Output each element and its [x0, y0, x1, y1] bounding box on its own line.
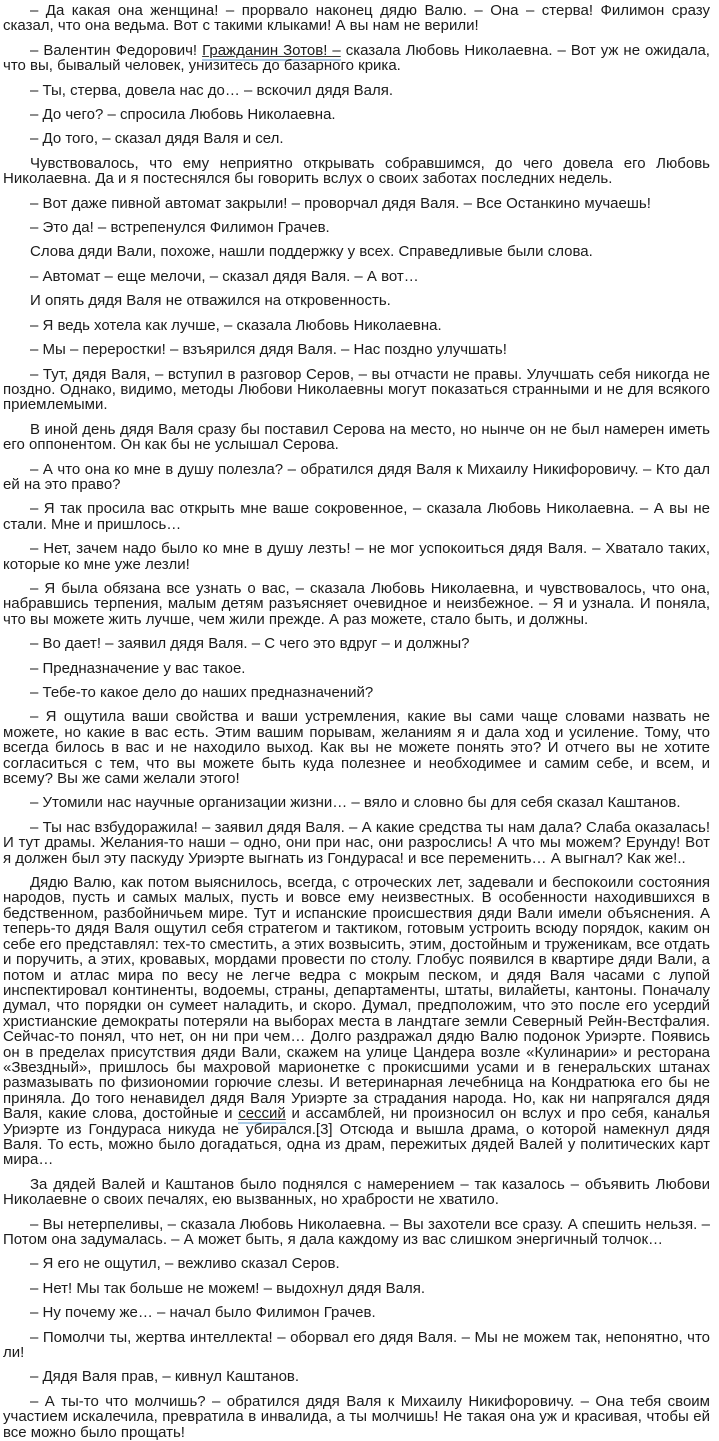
footnote-ref[interactable]: [3] — [315, 1120, 333, 1138]
text-segment: Дядю Валю, как потом выяснилось, всегда, с отроческих лет, задевали и беспокоили состояния народов, пусть и самых малых, пусть и вовсе ему неизвестных. В особенности находившихся в бедственном, разбойничьем мире. Тут и испанские происшествия дяди Вали имели объяснения. А теперь-то дядя Валя ощутил себя стратегом и тактиком, готовым устроить всюду порядок, каким он себе его представлял: тех-то сместить, а этих возвысить, этим, достойным и труженикам, все отдать и поручить, а этих, кровавых, мордами провести по столу. Глобус появился в квартире дяди Вали, а потом и атлас мира по весу не легче ведра с мокрым песком, и дядя Валя часами с лупой инспектировал континенты, водоемы, страны, департаменты, штаты, вилайеты, кантоны. Поначалу думал, что порядки он сумеет наладить, и скоро. Думал, предположим, что это после его усердий христианские демократы потеряли на выборах места в ландтаге земли Северный Рейн-Вестфалия. Сейчас-то понял, что нет, он ни при чем… Долго раздражал дядю Валю подонок Уриэрте. Появись он в пределах присутствия дяди Вали, скажем на улице Цандера возле «Кулинарии» и ресторана «Звездный», пришлось бы махровой марионетке с прокисшими усами и в генеральских штанах размазывать по физиономии горючие слезы. И ветеринарная лечебница на Кондратюка его бы не приняла. До того ненавидел дядя Валя Уриэрте за страдания народа. Но, как ни напрягался дядя Валя, какие слова, достойные и — [3, 874, 715, 1123]
text-segment: – Я так просила вас открыть мне ваше сокровенное, – сказала Любовь Николаевна. – А вы не стали. Мне и пришлось… — [3, 500, 715, 533]
paragraph — [3, 661, 710, 676]
paragraph — [3, 365, 715, 414]
text-segment: – Дядя Валя прав, – кивнул Каштанов. — [30, 1368, 300, 1386]
text-segment: – Во дает! – заявил дядя Валя. – С чего это вдруг – и должны? — [30, 635, 470, 653]
text-segment: – Автомат – еще мелочи, – сказал дядя Валя. – А вот… — [30, 267, 419, 285]
text-segment: – Это да! – встрепенулся Филимон Грачев. — [30, 219, 330, 237]
text-segment: – Тебе-то какое дело до наших предназначений? — [30, 684, 374, 701]
text-segment: – До того, – сказал дядя Валя и сел. — [30, 130, 284, 148]
text-segment: – Нет, зачем надо было ко мне в душу лезть! – не мог успокоиться дядя Валя. – Хватало таких, которые ко мне уже лезли! — [3, 540, 715, 573]
paragraph — [3, 83, 710, 98]
paragraph — [3, 41, 715, 75]
text-segment: И опять дядя Валя не отважился на откровенность. — [30, 292, 391, 310]
text-segment: – Я его не ощутил, – вежливо сказал Серов. — [30, 1255, 340, 1273]
text-segment: – Ну почему же… – начал было Филимон Грачев. — [30, 1304, 376, 1322]
text-segment: – Вы нетерпеливы, – сказала Любовь Николаевна. – Вы захотели все сразу. А спешить нельзя. – Потом она задумалась. – А может быть, я дала каждому из вас слишком энергичный толчок… — [3, 1215, 715, 1248]
paragraph — [3, 2, 715, 35]
paragraph — [3, 154, 715, 188]
paragraph — [3, 1392, 715, 1441]
paragraph — [3, 1256, 710, 1271]
paragraph — [3, 220, 710, 235]
paragraph — [3, 293, 710, 308]
text-segment: – До чего? – спросила Любовь Николаевна. — [30, 106, 336, 124]
paragraph — [3, 244, 710, 259]
text-segment: За дядей Валей и Каштанов было поднялся с намерением – так казалось – объявить Любови Николаевне о своих печалях, ею вызванных, но храбрости не хватило. — [3, 1175, 715, 1209]
paragraph — [3, 500, 715, 533]
text-segment: – А что она ко мне в душу полезла? – обратился дядя Валя к Михаилу Никифоровичу. – Кто дал ей на это право? — [3, 460, 715, 493]
paragraph — [3, 708, 715, 788]
text-segment: сказала Любовь Николаевна. – Вот уж не ожидала, что вы, бывалый человек, унизитесь до базарного крика. — [3, 41, 715, 75]
paragraph — [3, 1215, 715, 1248]
text-segment: – Предназначение у вас такое. — [30, 659, 246, 677]
annotated-link[interactable]: сессий — [238, 1105, 286, 1123]
paragraph — [3, 540, 715, 573]
text-segment: – Помолчи ты, жертва интеллекта! – оборвал его дядя Валя. – Мы не можем так, непонятно, что ли! — [3, 1328, 715, 1362]
text-segment: – Ты нас взбудоражила! – заявил дядя Валя. – А какие средства ты нам дала? Слаба оказалась! И тут драмы. Желания-то наши – одно, они при нас, они разрослись! А что мы можем? Ерунду! Вот я должен был эту паскуду Уриэрте выгнать из Гондураса! и все переменить… А выгнал? Как же!.. — [3, 818, 715, 867]
text-segment: – Я ведь хотела как лучше, – сказала Любовь Николаевна. — [30, 316, 442, 334]
text-segment: – Я была обязана все узнать о вас, – сказала Любовь Николаевна, и чувствовалось, что она, набравшись терпения, малым детям разъясняет очевидное и неизбежное. – Я и узнала. И поняла, что вы можете жить лучше, чем жили прежде. А раз можете, стало быть, и должны. — [3, 579, 715, 628]
paragraph — [3, 1175, 715, 1209]
text-segment: – Тут, дядя Валя, – вступил в разговор Серов, – вы отчасти не правы. Улучшать себя никогда не поздно. Однако, видимо, методы Любови Николаевны могут показаться странными и не для всякого приемлемыми. — [3, 365, 715, 414]
text-segment: – Утомили нас научные организации жизни… – вяло и словно бы для себя сказал Каштанов. — [30, 794, 681, 812]
paragraph — [3, 1369, 710, 1384]
paragraph — [3, 107, 710, 122]
text-segment: Отсюда и вышла драма, о которой намекнул дядя Валя. То есть, можно было догадаться, одна из драм, пережитых дядей Валей у политических карт мира… — [3, 1120, 715, 1169]
text-segment: и ассамблей, ни произносил он вслух и про себя, каналья Уриэрте из Гондураса никуда не убирался. — [3, 1105, 715, 1138]
paragraph — [3, 269, 710, 284]
text-segment: – А ты-то что молчишь? – обратился дядя Валя к Михаилу Никифоровичу. – Она тебя своим участием искалечила, превратила в инвалида, а ты молчишь! Не такая она уж и красивая, чтобы ей все можно было прощать! — [3, 1392, 715, 1441]
text-segment: Чувствовалось, что ему неприятно открывать собравшимся, до чего довела его Любовь Николаевна. Да и я постеснялся бы говорить вслух о своих заботах последних недель. — [3, 154, 715, 188]
paragraph — [3, 318, 710, 333]
paragraph — [3, 460, 715, 493]
paragraph — [3, 342, 710, 357]
paragraph — [3, 685, 710, 700]
paragraph — [3, 1281, 710, 1296]
paragraph — [3, 1328, 715, 1362]
text-segment: В иной день дядя Валя сразу бы поставил Серова на место, но нынче он не был намерен иметь его оппонентом. Он как бы не услышал Серова. — [3, 420, 715, 454]
text-segment: – Ты, стерва, довела нас до… – вскочил дядя Валя. — [30, 81, 394, 99]
paragraph — [3, 874, 715, 1169]
text-segment: – Да какая она женщина! – прорвало наконец дядю Валю. – Она – стерва! Филимон сразу сказал, что она ведьма. Вот с такими клыками! А вы нам не верили! — [3, 2, 715, 35]
text-segment: – Валентин Федорович! — [30, 41, 203, 59]
paragraph — [3, 818, 715, 867]
text-segment: – Я ощутила ваши свойства и ваши устремления, какие вы сами чаще словами назвать не можете, но какие в вас есть. Этим вашим порывам, желаниям я и дала ход и усиление. Тому, что всегда билось в вас и не находило выход. Как вы не можете понять это? И отчего вы не хотите согласиться с тем, что вы можете быть куда полезнее и необходимее и самим себе, и всем, и всему? Вы же сами желали этого! — [3, 708, 715, 788]
paragraph — [3, 131, 710, 146]
text-segment: Слова дяди Вали, похоже, нашли поддержку у всех. Справедливые были слова. — [30, 243, 593, 261]
text-body — [3, 2, 715, 1441]
annotated-link[interactable]: Гражданин Зотов! – — [202, 41, 341, 59]
paragraph — [3, 196, 710, 211]
paragraph — [3, 795, 710, 810]
text-segment: – Мы – переростки! – взъярился дядя Валя. – Нас поздно улучшать! — [30, 341, 507, 359]
paragraph — [3, 636, 710, 651]
text-segment: – Вот даже пивной автомат закрыли! – проворчал дядя Валя. – Все Останкино мучаешь! — [30, 194, 651, 212]
text-segment: – Нет! Мы так больше не можем! – выдохнул дядя Валя. — [30, 1279, 425, 1297]
paragraph — [3, 420, 715, 454]
paragraph — [3, 1305, 710, 1320]
paragraph — [3, 579, 715, 628]
